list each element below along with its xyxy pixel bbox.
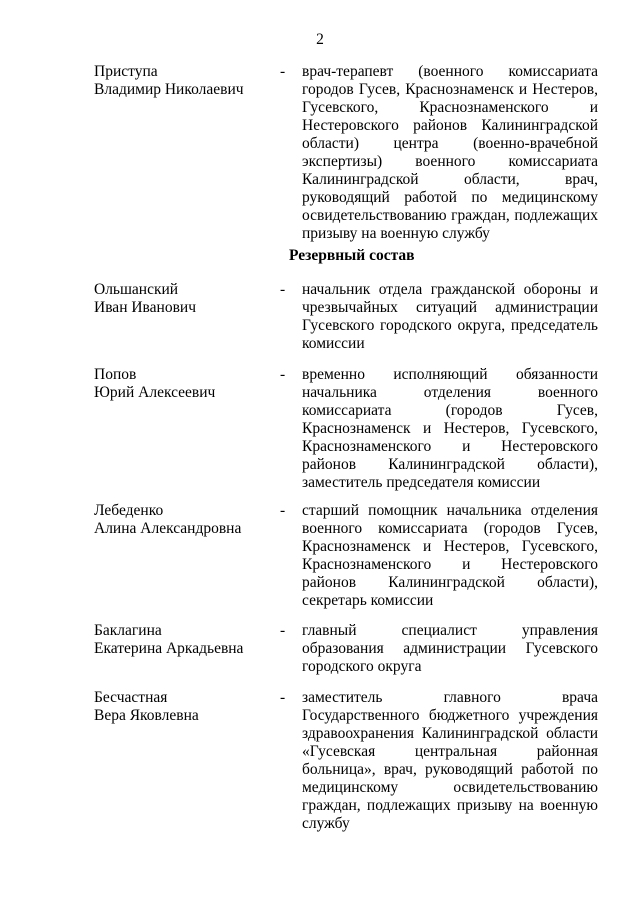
page-number: 2 xyxy=(316,31,324,48)
member-dash: - xyxy=(280,502,286,519)
member-dash: - xyxy=(280,281,286,298)
member-position: начальник отдела гражданской обороны и чрезвычайных ситуаций администрации Гусевского городского округа, председатель комиссии xyxy=(302,281,598,352)
member-name: Лебеденко Алина Александровна xyxy=(94,502,242,537)
member-position: временно исполняющий обязанности начальника отделения военного комиссариата (городов Гусев, Краснознаменск и Нестеров, Гусевского, Краснознаменского и Нестеровского районов Калининградской области), заместитель председателя комиссии xyxy=(302,366,598,491)
member-position: главный специалист управления образования администрации Гусевского городского округа xyxy=(302,622,598,675)
member-name: Бесчастная Вера Яковлевна xyxy=(94,689,199,724)
reserve-section-title: Резервный состав xyxy=(289,247,415,264)
member-dash: - xyxy=(280,622,286,639)
member-name: Баклагина Екатерина Аркадьевна xyxy=(94,622,244,657)
member-dash: - xyxy=(280,689,286,706)
member-position: врач-терапевт (военного комиссариата городов Гусев, Краснознаменск и Нестеров, Гусевского, Краснознаменского и Нестеровского районов Калининградской области) центра (военно-врачебной экспертизы) военного комиссариата Калининградской области, врач, руководящий работой по медицинскому освидетельствованию граждан, подлежащих призыву на военную службу xyxy=(302,63,598,242)
member-dash: - xyxy=(280,366,286,383)
member-name: Приступа Владимир Николаевич xyxy=(94,63,244,98)
member-name: Попов Юрий Алексеевич xyxy=(94,366,216,401)
member-position: старший помощник начальника отделения военного комиссариата (городов Гусев, Краснознаменск и Нестеров, Гусевского, Краснознаменского и Нестеровского районов Калининградской области), секретарь комиссии xyxy=(302,502,598,609)
member-name: Ольшанский Иван Иванович xyxy=(94,281,196,316)
member-position: заместитель главного врача Государственного бюджетного учреждения здравоохранения Калининградской области «Гусевская центральная районная больница», врач, руководящий работой по медицинскому освидетельствованию граждан, подлежащих призыву на военную службу xyxy=(302,689,598,832)
member-dash: - xyxy=(280,63,286,80)
